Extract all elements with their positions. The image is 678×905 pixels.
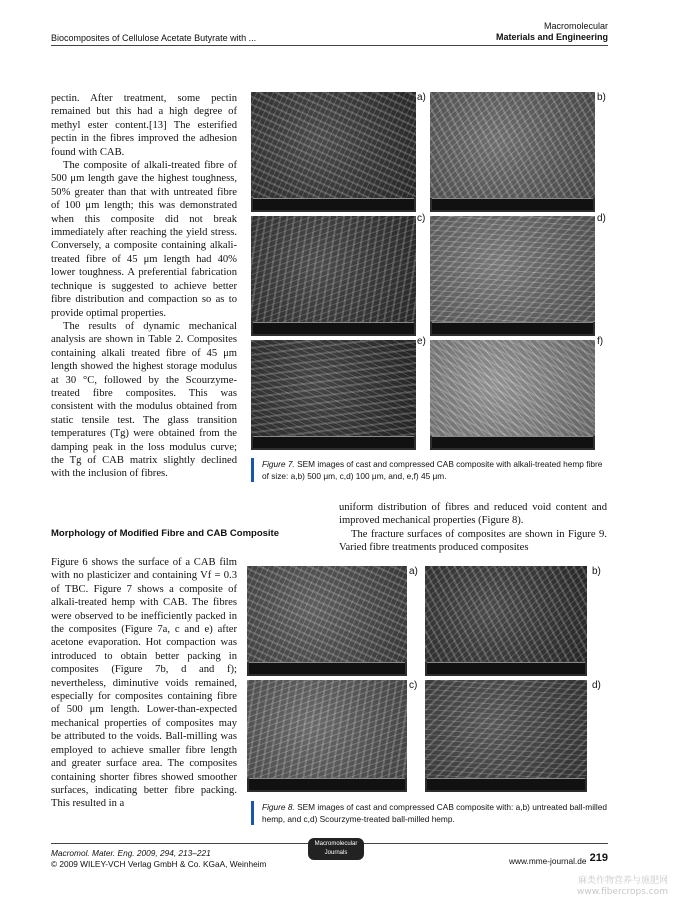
paragraph: The composite of alkali-treated fibre of 500 μm length gave the highest toughness, 50% greater than that with untreated fibre of 100 μm length; this was demonstrated when this composite did not break immediately after reaching the yield stress. Conversely, a composite containing alkali-treated fibre of 45 μm length had 40% lower toughness. A preferential fabrication technique is suggested to achieve better fibre distribution and compaction so as to provide optimal properties. — [51, 160, 237, 319]
right-column-text — [339, 501, 607, 555]
figure-7 — [251, 92, 595, 450]
watermark-line1: 麻类作物营养与施肥网 — [577, 876, 668, 886]
sem-image-7e — [251, 340, 416, 450]
sem-image-8a — [247, 566, 407, 676]
panel-label: a) — [417, 92, 426, 103]
caption-label: Figure 8. — [262, 802, 295, 812]
watermark-line2: www.fibercrops.com — [577, 887, 668, 897]
panel-label: d) — [592, 680, 601, 691]
left-column-top — [51, 92, 237, 481]
panel-label: e) — [417, 336, 426, 347]
citation: Macromol. Mater. Eng. 2009, 294, 213–221 — [51, 848, 211, 858]
panel-label: d) — [597, 213, 606, 224]
sem-image-8c — [247, 680, 407, 792]
paragraph: Figure 6 shows the surface of a CAB film with no plasticizer and containing Vf = 0.3 of TBC. Figure 7 shows a composite of alkali-treated hemp with CAB. The fibres were observed to be inefficiently packed in the composites (Figure 7a, c and e) after acetone evaporation. Hot compaction was introduced to obtain better packing in composites (Figure 7b, d and f); nevertheless, diminutive voids remained, especially for composites containing fibre of 500 μm length. Lower-than-expected mechanical properties of composites may be attributed to the voids. Ball-milling was employed to achieve smaller fibre length and greater surface area. The composites containing shorter fibres showed smoother surfaces, indicating better fibre packing. This resulted in a — [51, 557, 237, 810]
journal-website[interactable]: www.mme-journal.de — [509, 856, 587, 866]
paragraph: uniform distribution of fibres and reduced void content and improved mechanical properties (Figure 8). — [339, 502, 607, 527]
journal-name-line2: Materials and Engineering — [495, 32, 608, 42]
panel-label: b) — [597, 92, 606, 103]
figure-7-caption — [251, 458, 610, 482]
sem-image-7a — [251, 92, 416, 212]
paragraph: pectin. After treatment, some pectin remained but this had a high degree of methyl ester content.[13] The esterified pectin in the fibres improved the adhesion found with CAB. — [51, 93, 237, 158]
panel-label: c) — [409, 680, 418, 691]
paragraph: The fracture surfaces of composites are shown in Figure 9. Varied fibre treatments produced composites — [339, 528, 607, 554]
caption-text: SEM images of cast and compressed CAB composite with: a,b) untreated ball-milled hemp, and c,d) Scourzyme-treated ball-milled hemp. — [262, 802, 607, 824]
caption-label: Figure 7. — [262, 459, 295, 469]
header-rule — [51, 45, 608, 46]
logo-text: Macromolecular Journals — [314, 841, 358, 856]
journal-logo — [308, 838, 364, 860]
sem-image-8d — [425, 680, 587, 792]
caption-text: SEM images of cast and compressed CAB composite with alkali-treated hemp fibre of size: a,b) 500 μm, c,d) 100 μm, and, e,f) 45 μm. — [262, 459, 603, 481]
figure-8 — [247, 566, 587, 792]
running-title: Biocomposites of Cellulose Acetate Butyrate with ... — [51, 33, 257, 43]
paragraph: The results of dynamic mechanical analysis are shown in Table 2. Composites containing alkali treated fibre of 45 μm length showed the highest storage modulus at 30 °C, followed by the Scourzyme-treated fibre composites. This was consistent with the modulus obtained from static tensile test. The glass transition temperatures (Tg) were obtained from the damping peak in the loss modulus curve; the Tg of CAB matrix slightly declined with the inclusion of fibres. — [51, 320, 237, 480]
watermark — [577, 876, 668, 898]
panel-label: b) — [592, 566, 601, 577]
section-heading: Morphology of Modified Fibre and CAB Composite — [51, 528, 279, 539]
copyright: © 2009 WILEY-VCH Verlag GmbH & Co. KGaA, Weinheim — [51, 859, 267, 869]
figure-8-caption — [251, 801, 610, 825]
panel-label: f) — [597, 336, 604, 347]
sem-image-8b — [425, 566, 587, 676]
sem-image-7f — [430, 340, 595, 450]
panel-label: a) — [409, 566, 418, 577]
journal-name — [496, 21, 608, 43]
sem-image-7c — [251, 216, 416, 336]
sem-image-7b — [430, 92, 595, 212]
panel-label: c) — [417, 213, 426, 224]
sem-image-7d — [430, 216, 595, 336]
page-number: 219 — [589, 852, 608, 864]
journal-name-line1: Macromolecular — [543, 21, 608, 31]
left-column-bottom — [51, 556, 237, 811]
